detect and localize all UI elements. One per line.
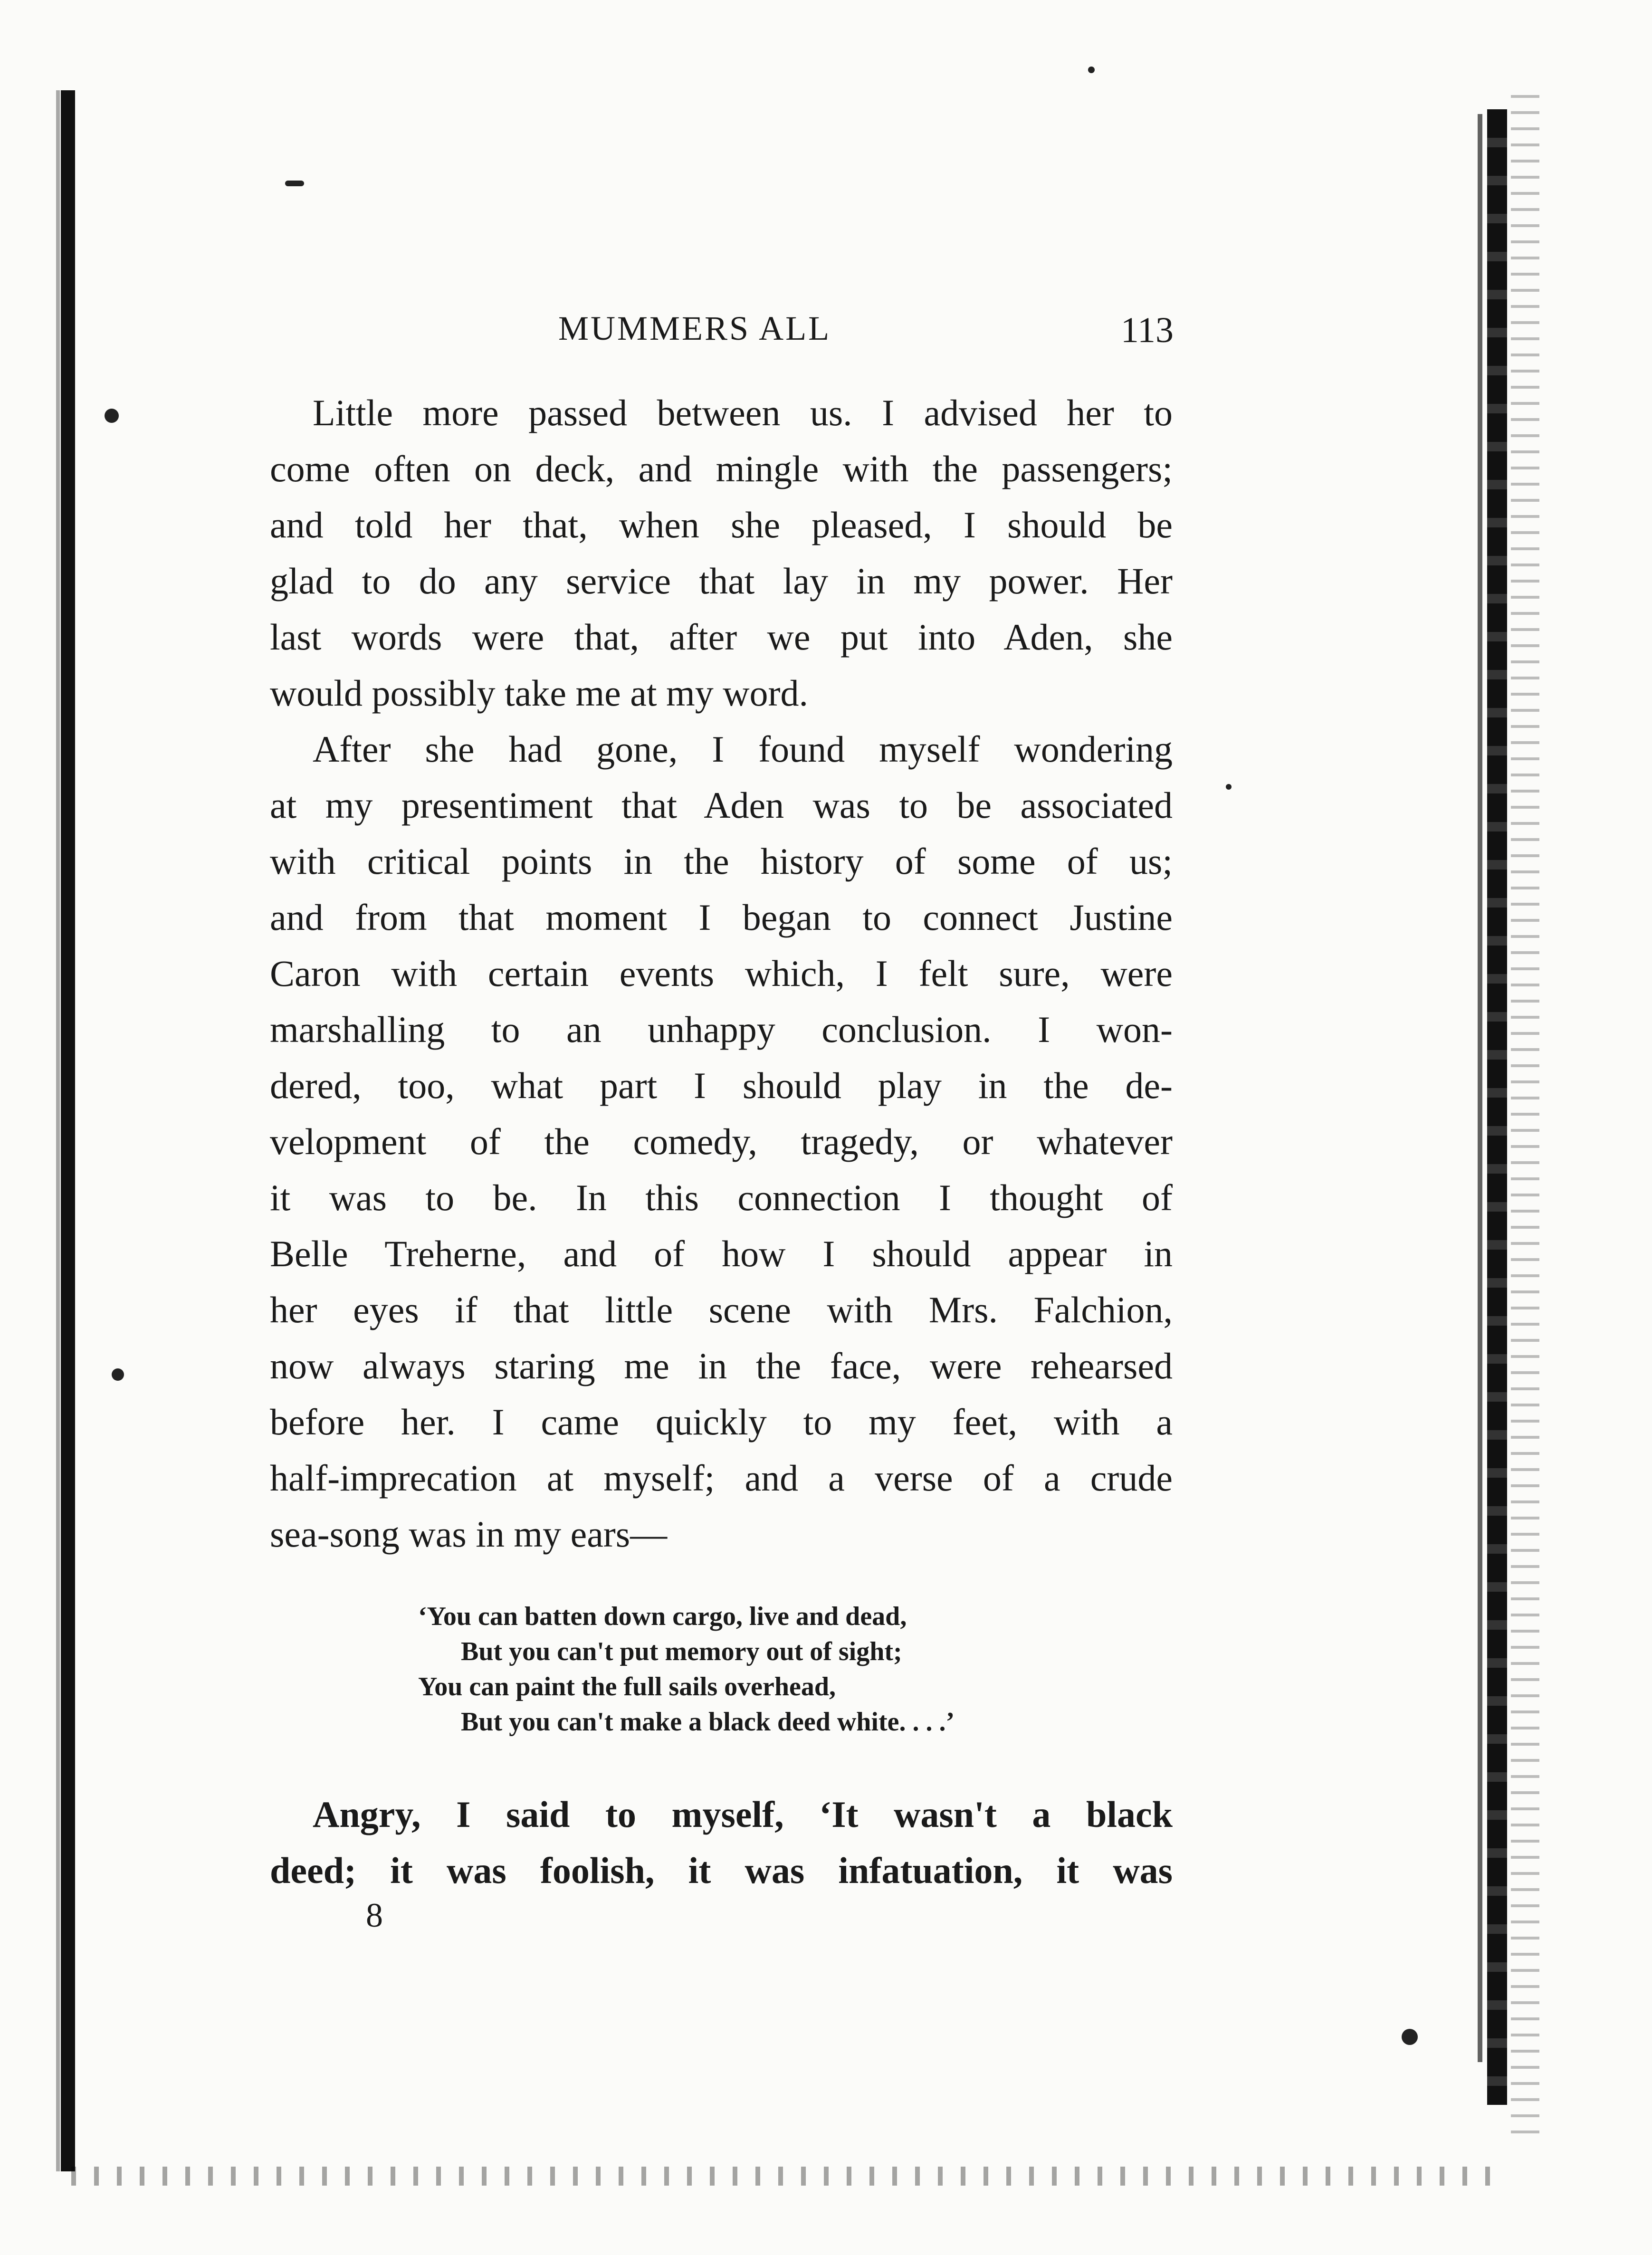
text-line: with critical points in the history of some of us; <box>270 841 1173 882</box>
running-head: MUMMERS ALL <box>558 309 831 347</box>
scan-noise-bottom <box>71 2167 1497 2186</box>
text-line: and from that moment I began to connect Justine <box>270 897 1173 938</box>
text-line: After she had gone, I found myself wondering <box>313 728 1173 770</box>
page-number: 113 <box>1120 310 1174 350</box>
text-line: last words were that, after we put into Aden, she <box>270 616 1173 658</box>
signature-mark: 8 <box>366 1896 383 1934</box>
verse-line: ‘You can batten down cargo, live and dead, <box>418 1602 907 1631</box>
scan-speck <box>1226 784 1232 790</box>
text-line: her eyes if that little scene with Mrs. Falchion, <box>270 1289 1173 1330</box>
scan-speck <box>105 409 119 423</box>
text-line: half-imprecation at myself; and a verse of a crude <box>270 1457 1173 1499</box>
text-line: Caron with certain events which, I felt sure, were <box>270 953 1173 994</box>
body-text <box>270 385 1173 1562</box>
scan-speck <box>1402 2029 1418 2045</box>
text-line: Belle Treherne, and of how I should appear in <box>270 1233 1173 1274</box>
binding-shadow-right <box>1478 114 1482 2062</box>
text-line: deed; it was foolish, it was infatuation, it was <box>270 1850 1173 1891</box>
text-line: sea-song was in my ears— <box>270 1513 668 1555</box>
body-text-continued <box>270 1787 1173 1899</box>
scan-speck <box>112 1368 124 1381</box>
verse-block <box>418 1599 1131 1739</box>
text-line: and told her that, when she pleased, I should be <box>270 504 1173 545</box>
text-line: glad to do any service that lay in my power. Her <box>270 560 1173 602</box>
page-header <box>271 309 1174 361</box>
text-line: would possibly take me at my word. <box>270 672 809 714</box>
text-line: dered, too, what part I should play in the de- <box>270 1065 1173 1106</box>
text-line: come often on deck, and mingle with the passengers; <box>270 448 1173 489</box>
scan-speck <box>1088 67 1095 73</box>
text-line: at my presentiment that Aden was to be associated <box>270 784 1173 826</box>
verse-line: You can paint the full sails overhead, <box>418 1672 836 1701</box>
scan-noise-right <box>1511 95 1539 2138</box>
binding-edge-right <box>1487 109 1507 2105</box>
text-line: before her. I came quickly to my feet, with a <box>270 1401 1173 1443</box>
binding-shadow-left <box>56 90 60 2171</box>
verse-line: But you can't put memory out of sight; <box>461 1637 902 1666</box>
text-line: Little more passed between us. I advised her to <box>313 392 1173 433</box>
verse-line: But you can't make a black deed white. . . .’ <box>461 1707 955 1737</box>
text-line: now always staring me in the face, were rehearsed <box>270 1345 1173 1386</box>
text-line: velopment of the comedy, tragedy, or whatever <box>270 1121 1173 1162</box>
scan-speck <box>285 181 304 186</box>
text-line: it was to be. In this connection I thought of <box>270 1177 1173 1218</box>
text-line: marshalling to an unhappy conclusion. I won- <box>270 1009 1173 1050</box>
binding-edge-left <box>61 90 75 2171</box>
text-line: Angry, I said to myself, ‘It wasn't a black <box>313 1794 1173 1835</box>
